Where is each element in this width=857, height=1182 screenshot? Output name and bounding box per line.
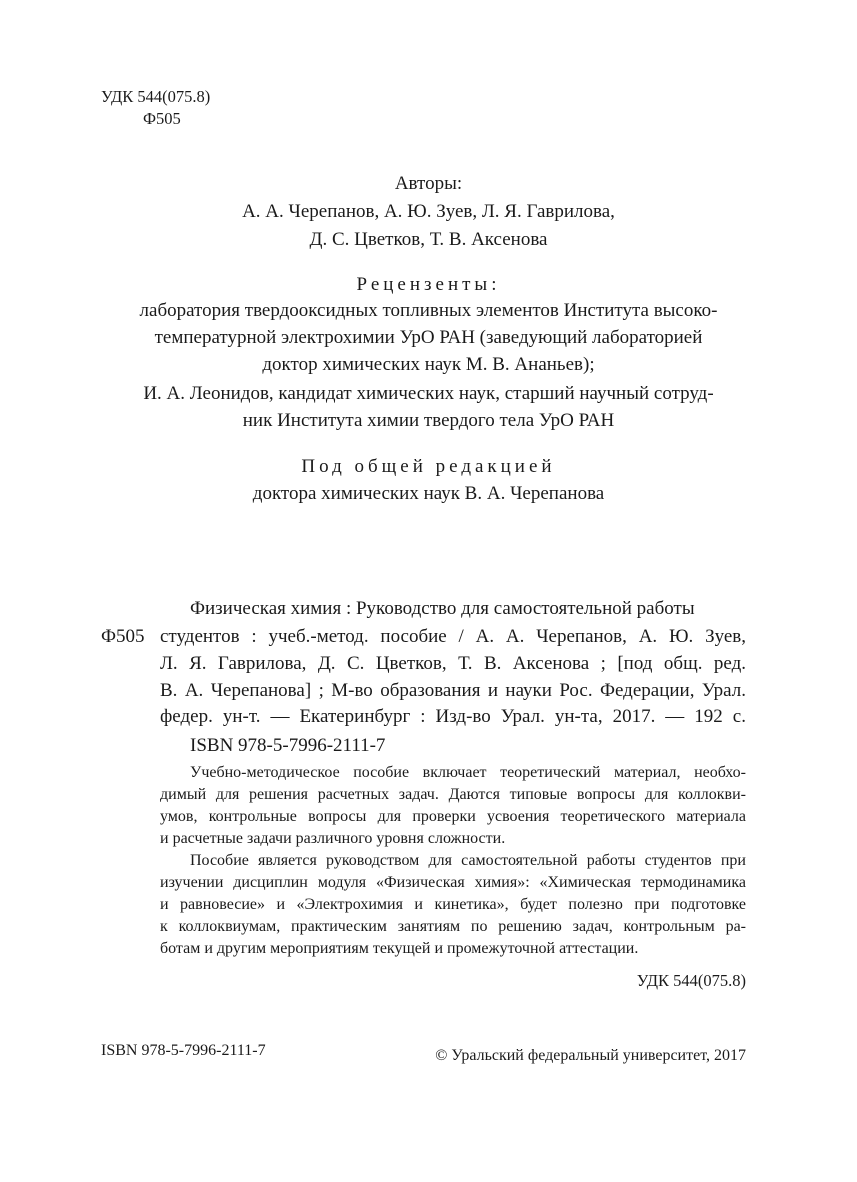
abstract-line: к коллоквиумам, практическим занятиям по решению задач, контрольным ра- [160, 918, 746, 935]
catalog-index: Ф505 [101, 626, 145, 647]
reviewer-line: И. А. Леонидов, кандидат химических наук, старший научный сотруд- [143, 383, 714, 404]
catalog-line: Физическая химия : Руководство для самостоятельной работы [190, 598, 695, 619]
catalog-line: В. А. Черепанова] ; М-во образования и науки Рос. Федерации, Урал. [160, 680, 746, 701]
udk-code: УДК 544(075.8) [101, 87, 211, 106]
abstract-line: димый для решения расчетных задач. Даются типовые вопросы для коллокви- [160, 786, 746, 803]
catalog-line: федер. ун-т. — Екатеринбург : Изд-во Урал. ун-та, 2017. — 192 с. [160, 706, 746, 727]
footer-isbn: ISBN 978-5-7996-2111-7 [101, 1042, 266, 1059]
abstract-line: и равновесие» и «Электрохимия и кинетика», будет полезно при подготовке [160, 896, 746, 913]
authors-line: А. А. Черепанов, А. Ю. Зуев, Л. Я. Гаврилова, [242, 201, 615, 222]
copyright: © Уральский федеральный университет, 2017 [435, 1047, 746, 1064]
reviewer-line: доктор химических наук М. В. Ананьев); [262, 354, 595, 375]
authors-heading: Авторы: [394, 173, 463, 194]
udk-index: Ф505 [143, 109, 181, 128]
catalog-line: Л. Я. Гаврилова, Д. С. Цветков, Т. В. Аксенова ; [под общ. ред. [160, 653, 746, 674]
abstract-line: умов, контрольные вопросы для проверки усвоения теоретического материала [160, 808, 746, 825]
reviewer-line: лаборатория твердооксидных топливных элементов Института высоко- [139, 300, 718, 321]
editor-name: доктора химических наук В. А. Черепанова [252, 483, 605, 504]
abstract-line: изучении дисциплин модуля «Физическая химия»: «Химическая термодинамика [160, 874, 746, 891]
abstract-line: и расчетные задачи различного уровня сложности. [160, 830, 506, 847]
reviewer-line: температурной электрохимии УрО РАН (заведующий лабораторией [154, 327, 703, 348]
abstract-line: Пособие является руководством для самостоятельной работы студентов при [190, 852, 746, 869]
catalog-isbn: ISBN 978-5-7996-2111-7 [190, 735, 386, 756]
abstract-line: ботам и другим мероприятиям текущей и промежуточной аттестации. [160, 940, 639, 957]
editor-heading: Под общей редакцией [301, 456, 556, 477]
authors-line: Д. С. Цветков, Т. В. Аксенова [309, 229, 548, 250]
catalog-line: студентов : учеб.-метод. пособие / А. А. Черепанов, А. Ю. Зуев, [160, 626, 746, 647]
udk-footer: УДК 544(075.8) [636, 971, 746, 990]
reviewers-heading: Рецензенты: [356, 274, 501, 295]
abstract-line: Учебно-методическое пособие включает теоретический материал, необхо- [190, 764, 746, 781]
reviewer-line: ник Института химии твердого тела УрО РАН [242, 410, 615, 431]
